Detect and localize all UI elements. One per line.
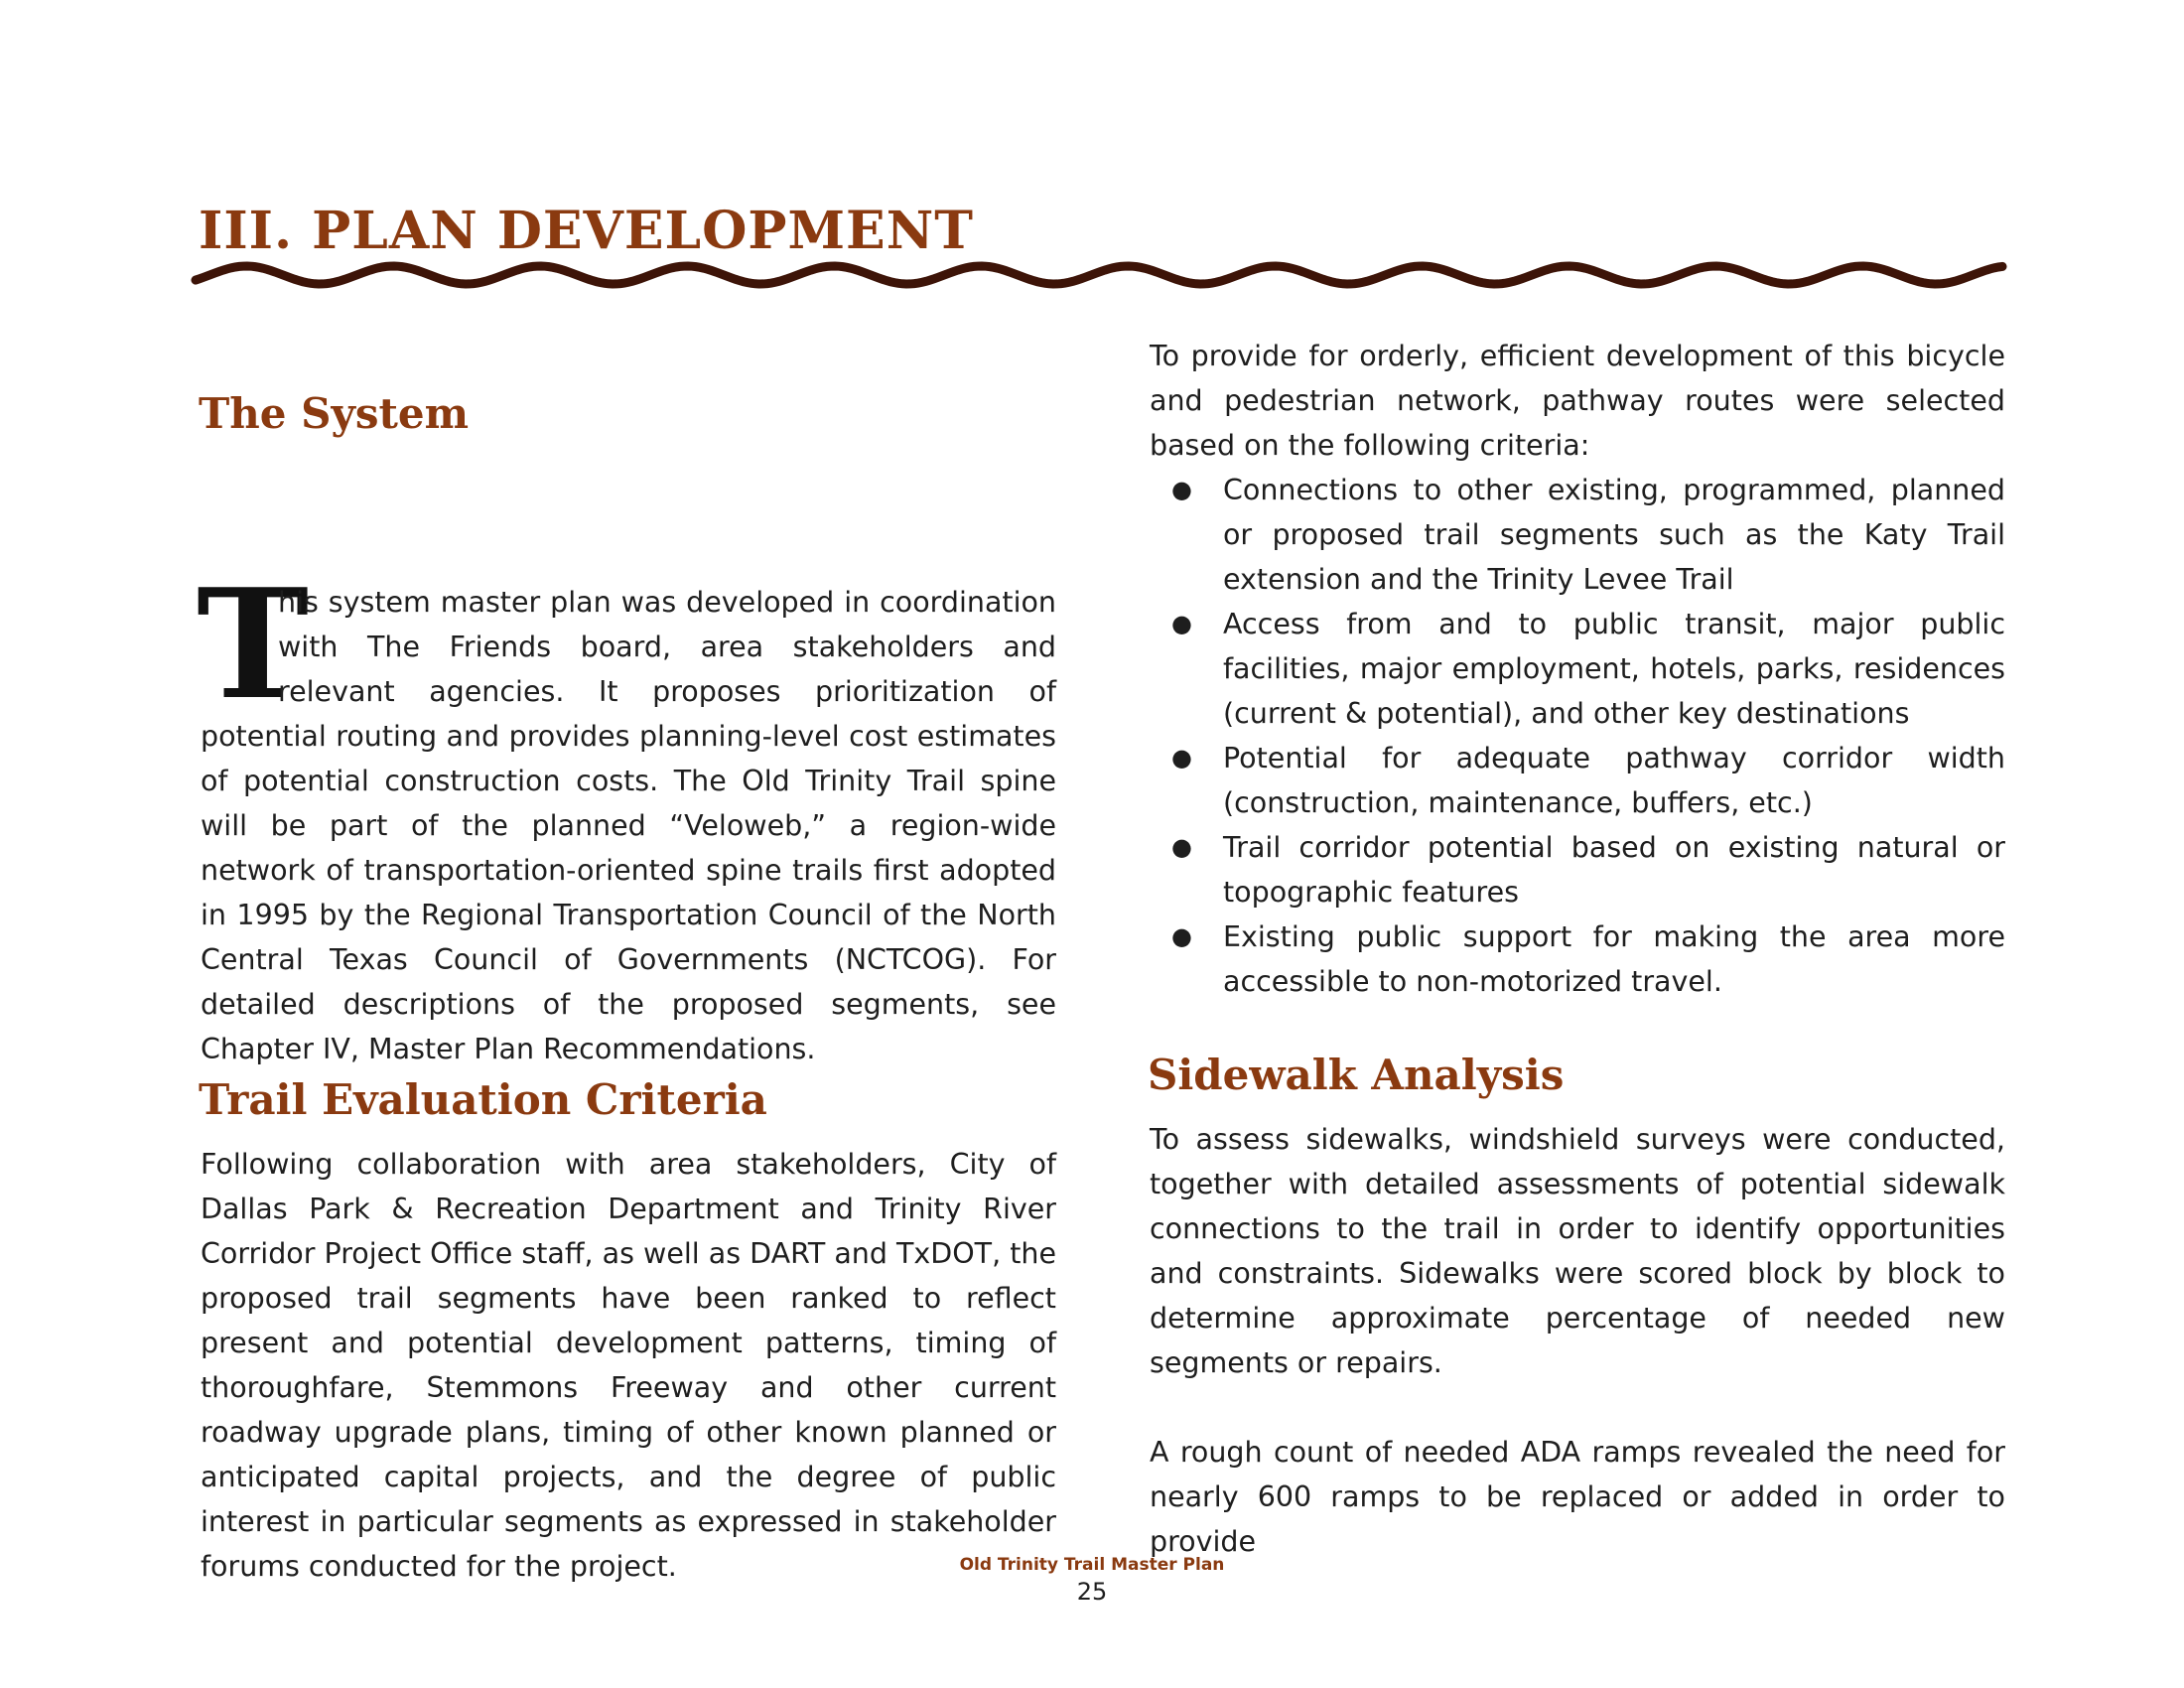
bullet-text: Trail corridor potential based on existing natural or topographic features bbox=[1223, 831, 2005, 909]
system-text: his system master plan was developed in coordination with The Friends board, area stakeholders and relevant agencies. It proposes prioritization of potential routing and provides planning-level cost estimates of potential construction costs. The Old Trinity Trail spine will be part of the planned “Veloweb,” a region-wide network of transportation-oriented spine trails first adopted in 1995 by the Regional Transportation Council of the North Central Texas Council of Governments (NCTCOG). For detailed descriptions of the proposed segments, see Chapter IV, Master Plan Recommendations. bbox=[201, 586, 1056, 1065]
sidewalk-paragraph: To assess sidewalks, windshield surveys were conducted, together with detailed assessments of potential sidewalk connections to the trail in order to identify opportunities and constraints. Sidewalks were scored block by block to determine approximate percentage of needed new segments or repairs. bbox=[1150, 1123, 2005, 1379]
bullet-icon: ● bbox=[1171, 744, 1192, 772]
list-item bbox=[1150, 736, 2005, 825]
system-section bbox=[197, 555, 1056, 1071]
chapter-title: III. PLAN DEVELOPMENT bbox=[199, 201, 974, 261]
bullet-text: Potential for adequate pathway corridor width (construction, maintenance, buffers, etc.) bbox=[1223, 742, 2005, 819]
bullet-text: Connections to other existing, programmed, planned or proposed trail segments such as the Katy Trail extension and the Trinity Levee Trail bbox=[1223, 474, 2005, 596]
bullet-text: Access from and to public transit, major public facilities, major employment, hotels, parks, residences (current & potential), and other key destinations bbox=[1223, 608, 2005, 730]
bullet-icon: ● bbox=[1171, 922, 1192, 950]
system-heading: The System bbox=[199, 389, 470, 438]
bullet-icon: ● bbox=[1171, 476, 1192, 503]
page-number: 25 bbox=[1076, 1578, 1108, 1606]
ada-paragraph: A rough count of needed ADA ramps revealed the need for nearly 600 ramps to be replaced or added in order to provide bbox=[1150, 1436, 2005, 1558]
system-paragraph bbox=[197, 555, 1056, 1071]
bullet-icon: ● bbox=[1171, 833, 1192, 861]
footer-title: Old Trinity Trail Master Plan bbox=[959, 1555, 1225, 1575]
criteria-heading: Trail Evaluation Criteria bbox=[199, 1075, 767, 1124]
list-item bbox=[1150, 602, 2005, 736]
criteria-section bbox=[201, 1142, 1056, 1589]
list-item bbox=[1150, 914, 2005, 1004]
criteria-paragraph: Following collaboration with area stakeholders, City of Dallas Park & Recreation Department and Trinity River Corridor Project Office staff, as well as DART and TxDOT, the proposed trail segments have been ranked to reflect present and potential development patterns, timing of thoroughfare, Stemmons Freeway and other current roadway upgrade plans, timing of other known planned or anticipated capital projects, and the degree of public interest in particular segments as expressed in stakeholder forums conducted for the project. bbox=[201, 1148, 1056, 1583]
bullet-text: Existing public support for making the area more accessible to non-motorized travel. bbox=[1223, 920, 2005, 998]
selection-criteria-section bbox=[1150, 334, 2005, 1004]
intro-paragraph: To provide for orderly, efficient development of this bicycle and pedestrian network, pathway routes were selected based on the following criteria: bbox=[1150, 340, 2005, 462]
list-item bbox=[1150, 825, 2005, 914]
criteria-list bbox=[1150, 468, 2005, 1004]
sidewalk-section bbox=[1150, 1117, 2005, 1564]
sidewalk-heading: Sidewalk Analysis bbox=[1148, 1051, 1565, 1099]
bullet-icon: ● bbox=[1171, 610, 1192, 637]
wavy-divider bbox=[191, 253, 2009, 297]
wave-line bbox=[196, 266, 2002, 284]
drop-cap: T bbox=[197, 555, 310, 733]
list-item bbox=[1150, 468, 2005, 602]
